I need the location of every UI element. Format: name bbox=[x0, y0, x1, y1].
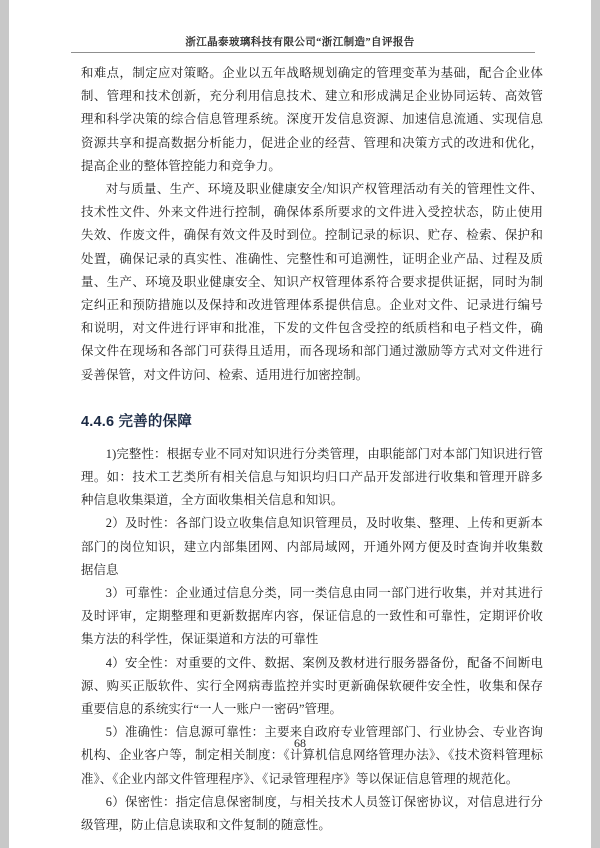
page-content bbox=[81, 62, 543, 837]
list-item: 5）准确性：信息源可靠性：主要来自政府专业管理部门、行业协会、专业咨询机构、企业客户等，制定相关制度：《计算机信息网络管理办法》、《技术资料管理标准》、《企业内部文件管理程序》、《记录管理程序》等以保证信息管理的规范化。 bbox=[81, 725, 543, 786]
body-paragraph: 和难点，制定应对策略。企业以五年战略规划确定的管理变革为基础，配合企业体制、管理和技术创新，充分利用信息技术、建立和形成满足企业协同运转、高效管理和科学决策的综合信息管理系统。深度开发信息资源、加速信息流通、实现信息资源共享和提高数据分析能力，促进企业的经营、管理和决策方式的改进和优化，提高企业的整体管控能力和竞争力。 bbox=[81, 66, 543, 173]
list-item: 6）保密性：指定信息保密制度，与相关技术人员签订保密协议，对信息进行分级管理，防止信息读取和文件复制的随意性。 bbox=[81, 794, 543, 833]
header-title: 浙江晶泰玻璃科技有限公司“浙江制造”自评报告 bbox=[185, 37, 415, 48]
page-header bbox=[9, 32, 591, 50]
list-item: 3）可靠性：企业通过信息分类，同一类信息由同一部门进行收集，并对其进行及时评审，定期整理和更新数据库内容，保证信息的一致性和可靠性，定期评价收集方法的科学性，保证渠道和方法的可靠性 bbox=[81, 586, 543, 647]
list-item: 4）安全性：对重要的文件、数据、案例及教材进行服务器备份，配备不间断电源、购买正版软件、实行全网病毒监控并实时更新确保软硬件安全性，收集和保存重要信息的系统实行“一人一账户一密码”管理。 bbox=[81, 655, 543, 717]
body-paragraph: 对与质量、生产、环境及职业健康安全/知识产权管理活动有关的管理性文件、技术性文件、外来文件进行控制，确保体系所要求的文件进入受控状态，防止使用失效、作废文件，确保有效文件及时到位。控制记录的标识、贮存、检索、保护和处置，确保记录的真实性、准确性、完整性和可追溯性，证明企业产品、过程及质量、生产、环境及职业健康安全、知识产权管理体系符合要求提供证据，同时为制定纠正和预防措施以及保持和改进管理体系提供信息。企业对文件、记录进行编号和说明，对文件进行评审和批准，下发的文件包含受控的纸质档和电子档文件，确保文件在现场和各部门可获得且适用，而各现场和部门通过激励等方式对文件进行妥善保管，对文件访问、检索、适用进行加密控制。 bbox=[81, 182, 543, 382]
list-item: 2）及时性：各部门设立收集信息知识管理员，及时收集、整理、上传和更新本部门的岗位知识，建立内部集团网、内部局域网，开通外网方便及时查询并收集数据信息 bbox=[81, 516, 543, 577]
list-item: 1)完整性：根据专业不同对知识进行分类管理，由职能部门对本部门知识进行管理。如：技术工艺类所有相关信息与知识均归口产品开发部进行收集和管理开辟多种信息收集渠道，全方面收集相关信息和知识。 bbox=[81, 446, 543, 508]
document-page bbox=[9, 0, 591, 848]
page-number: 68 bbox=[294, 736, 306, 750]
numbered-list bbox=[81, 443, 543, 837]
section-heading: 4.4.6 完善的保障 bbox=[81, 413, 192, 430]
header-divider bbox=[71, 52, 535, 53]
page-footer bbox=[9, 734, 591, 752]
